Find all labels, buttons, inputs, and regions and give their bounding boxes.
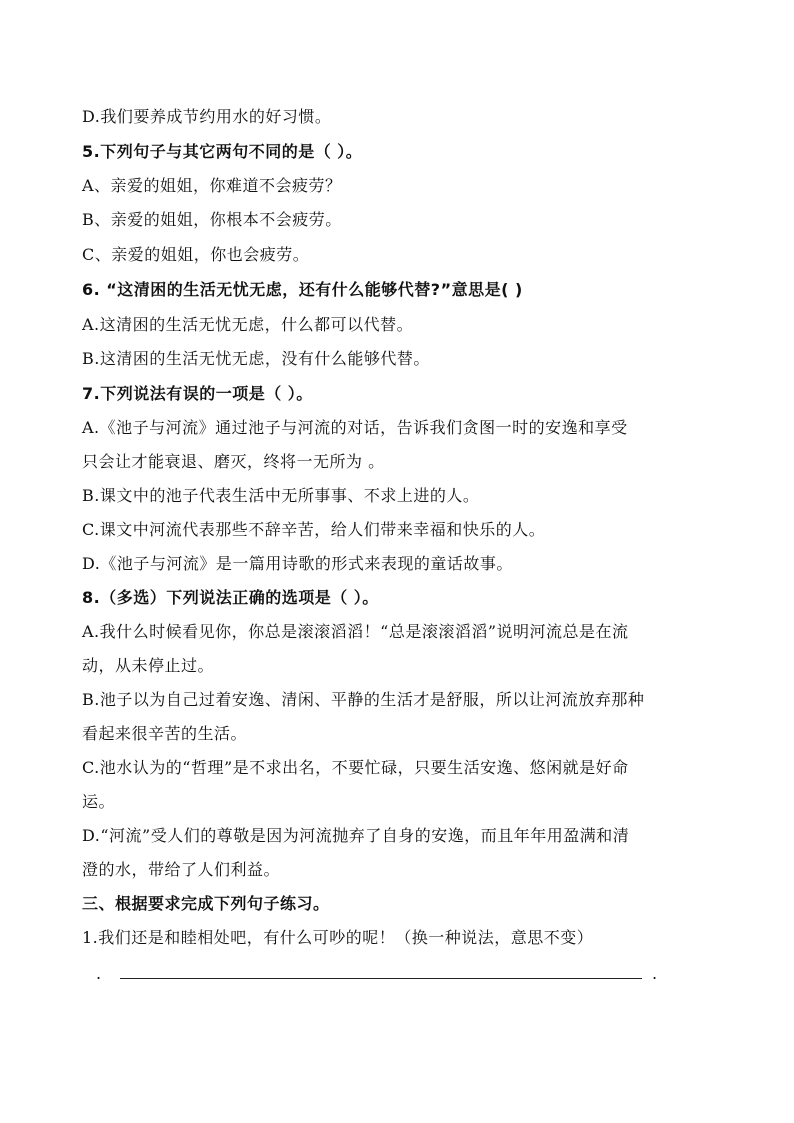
exercise-1-prompt: 1.我们还是和睦相处吧，有什么可吵的呢！（换一种说法，意思不变）: [82, 928, 594, 947]
option-a-q8-line2: 动，从未停止过。: [82, 656, 215, 675]
option-c-q7: C.课文中河流代表那些不辞辛苦，给人们带来幸福和快乐的人。: [82, 520, 546, 539]
option-b-q8-line1: B.池子以为自己过着安逸、清闲、平静的生活才是舒服，所以让河流放弃那种: [82, 690, 645, 709]
option-c-q8-line1: C.池水认为的“哲理”是不求出名，不要忙碌，只要生活安逸、悠闲就是好命: [82, 758, 629, 777]
question-8: 8.（多选）下列说法正确的选项是（ ）。: [82, 588, 379, 607]
option-d-q8-line2: 澄的水，带给了人们利益。: [82, 860, 281, 879]
section-three-heading: 三、根据要求完成下列句子练习。: [82, 894, 330, 913]
option-a-q8-line1: A.我什么时候看见你，你总是滚滚滔滔！“总是滚滚滔滔”说明河流总是在流: [82, 622, 629, 641]
option-b-q6: B.这清困的生活无忧无虑，没有什么能够代替。: [82, 349, 430, 368]
question-6: 6. “这清困的生活无忧无虑，还有什么能够代替?”意思是( ): [82, 280, 523, 299]
question-5: 5.下列句子与其它两句不同的是（ ）。: [82, 142, 363, 161]
answer-blank-row[interactable]: [96, 960, 666, 990]
question-7: 7.下列说法有误的一项是（ ）。: [82, 384, 313, 403]
answer-blank-line[interactable]: [120, 978, 642, 979]
option-a-q6: A.这清困的生活无忧无虑，什么都可以代替。: [82, 315, 414, 334]
answer-right-mark: .: [652, 964, 658, 983]
option-b-q8-line2: 看起来很辛苦的生活。: [82, 724, 248, 743]
option-a-q5: A、亲爱的姐姐，你难道不会疲劳？: [82, 176, 342, 195]
option-c-q5: C、亲爱的姐姐，你也会疲劳。: [82, 245, 310, 264]
option-b-q7: B.课文中的池子代表生活中无所事事、不求上进的人。: [82, 486, 480, 505]
option-b-q5: B、亲爱的姐姐，你根本不会疲劳。: [82, 210, 342, 229]
option-a-q7-line2: 只会让才能衰退、磨灭，终将一无所为 。: [82, 452, 385, 471]
option-a-q7-line1: A.《池子与河流》通过池子与河流的对话，告诉我们贪图一时的安逸和享受: [82, 418, 628, 437]
option-d-q8-line1: D.“河流”受人们的尊敬是因为河流抛弃了自身的安逸，而且年年用盈满和清: [82, 826, 630, 845]
option-d-q7: D.《池子与河流》是一篇用诗歌的形式来表现的童话故事。: [82, 554, 513, 573]
option-d-q4: D.我们要养成节约用水的好习惯。: [82, 107, 332, 126]
option-c-q8-line2: 运。: [82, 792, 116, 811]
answer-left-mark: .: [96, 964, 102, 983]
